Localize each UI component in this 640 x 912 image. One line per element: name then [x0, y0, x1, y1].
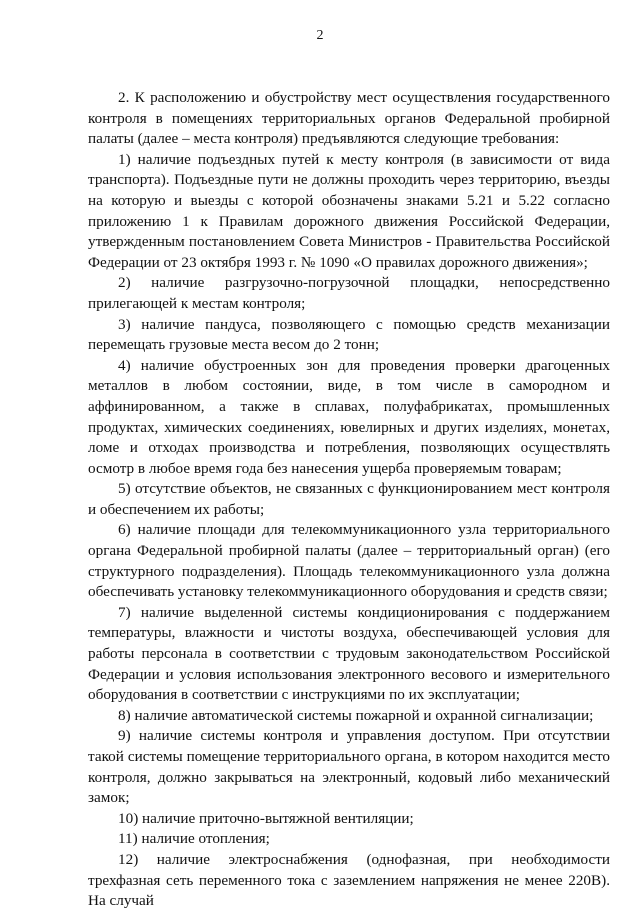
page-number: 2: [316, 28, 324, 43]
requirement-item-11: 11) наличие отопления;: [118, 830, 270, 848]
requirement-item-4: 4) наличие обустроенных зон для проведения проверки драгоценных металлов в любом состоянии, виде, в том числе в самородном и аффинированном, а также в сплавах, полуфабрикатах, промышленных продуктах, химических соединениях, ювелирных и других изделиях, монетах, ломе и отходах производства и потребления, позволяющих осуществлять осмотр в любое время года без нанесения ущерба проверяемым товарам;: [88, 356, 610, 477]
paragraph-intro: 2. К расположению и обустройству мест осуществления государственного контроля в помещениях территориальных органов Федеральной пробирной палаты (далее – места контроля) предъявляются следующие требования:: [88, 89, 610, 148]
requirement-item-5: 5) отсутствие объектов, не связанных с функционированием мест контроля и обеспечением их работы;: [88, 480, 610, 518]
document-body: [88, 88, 610, 912]
requirement-item-10: 10) наличие приточно-вытяжной вентиляции;: [118, 809, 414, 827]
requirement-item-12: 12) наличие электроснабжения (однофазная, при необходимости трехфазная сеть переменного тока с заземлением напряжения не менее 220В). На случай: [88, 850, 610, 910]
requirement-item-1: 1) наличие подъездных путей к месту контроля (в зависимости от вида транспорта). Подъездные пути не должны проходить через территорию, въезды на которую и выезды с которой обозначены знаками 5.21 и 5.22 согласно приложению 1 к Правилам дорожного движения Российской Федерации, утвержденным постановлением Совета Министров - Правительства Российской Федерации от 23 октября 1993 г. № 1090 «О правилах дорожного движения»;: [88, 150, 610, 271]
requirement-item-2: 2) наличие разгрузочно-погрузочной площадки, непосредственно прилегающей к местам контроля;: [88, 274, 610, 312]
requirement-item-3: 3) наличие пандуса, позволяющего с помощью средств механизации перемещать грузовые места весом до 2 тонн;: [88, 315, 610, 354]
requirement-item-8: 8) наличие автоматической системы пожарной и охранной сигнализации;: [118, 706, 594, 724]
requirement-item-6: 6) наличие площади для телекоммуникационного узла территориального органа Федеральной пробирной палаты (далее – территориальный орган) (его структурного подразделения). Площадь телекоммуникационного узла должна обеспечивать установку телекоммуникационного оборудования и средств связи;: [88, 521, 610, 601]
requirement-item-9: 9) наличие системы контроля и управления доступом. При отсутствии такой системы помещение территориального органа, в котором находится место контроля, должно закрываться на электронный, кодовый либо механический замок;: [88, 727, 610, 807]
requirement-item-7: 7) наличие выделенной системы кондиционирования с поддержанием температуры, влажности и чистоты воздуха, обеспечивающей условия для работы персонала в соответствии с трудовым законодательством Российской Федерации и условия использования электронного весового и измерительного оборудования в соответствии с инструкциями по их эксплуатации;: [88, 603, 610, 704]
